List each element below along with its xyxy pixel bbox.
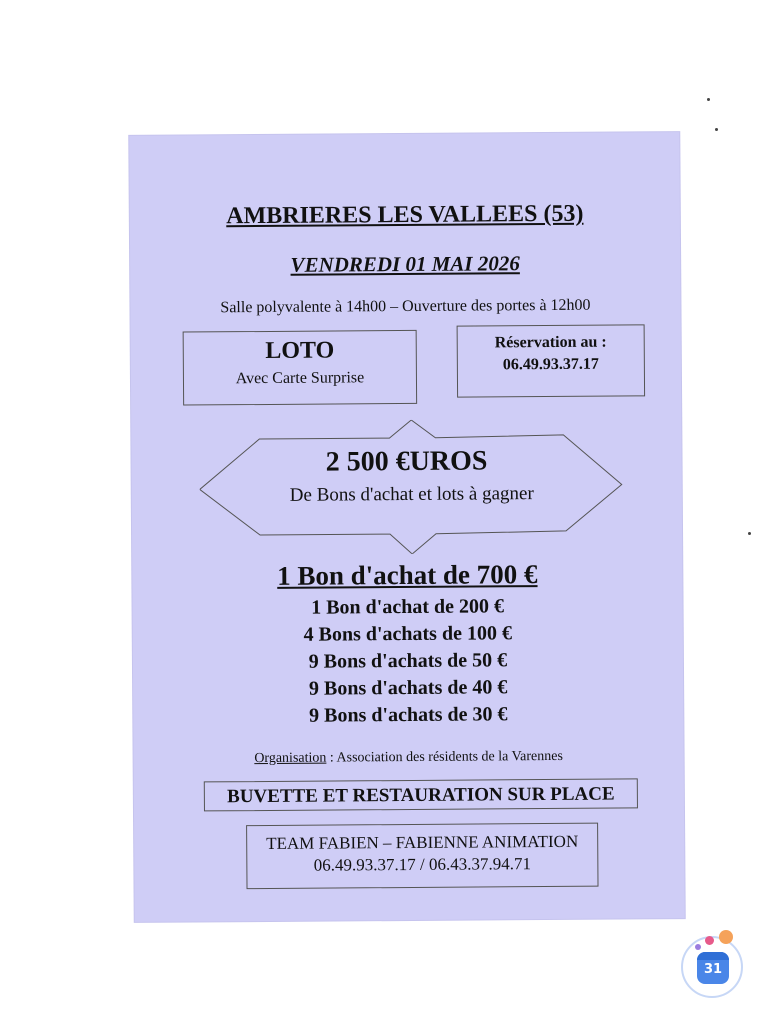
loto-subtitle: Avec Carte Surprise bbox=[235, 369, 365, 388]
reservation-box bbox=[457, 324, 645, 397]
prize-list bbox=[132, 592, 683, 731]
team-phones: 06.49.93.37.17 / 06.43.37.94.71 bbox=[313, 854, 532, 875]
badge-decor-dot bbox=[705, 936, 714, 945]
prize-pool-description: De Bons d'achat et lots à gagner bbox=[289, 483, 534, 506]
calendar-icon bbox=[697, 952, 729, 984]
organisation-label: Organisation bbox=[254, 750, 327, 767]
organisation bbox=[134, 748, 684, 768]
prize-item: 4 Bons d'achats de 100 € bbox=[303, 622, 513, 646]
reservation-label: Réservation au : bbox=[494, 333, 607, 352]
team-name: TEAM FABIEN – FABIENNE ANIMATION bbox=[266, 831, 579, 853]
scan-speck bbox=[715, 128, 718, 131]
buvette-text: BUVETTE ET RESTAURATION SUR PLACE bbox=[227, 783, 615, 808]
main-prize: 1 Bon d'achat de 700 € bbox=[277, 559, 538, 591]
prize-item: 9 Bons d'achats de 50 € bbox=[308, 649, 508, 673]
buvette-box bbox=[204, 778, 638, 811]
prize-item: 1 Bon d'achat de 200 € bbox=[311, 595, 505, 619]
calendar-icon-header bbox=[697, 952, 729, 960]
team-box bbox=[246, 823, 598, 889]
loto-box bbox=[183, 330, 418, 406]
prize-item: 9 Bons d'achats de 30 € bbox=[309, 703, 508, 727]
flyer-title: AMBRIERES LES VALLEES (53) bbox=[226, 200, 584, 230]
scan-speck bbox=[707, 98, 710, 101]
calendar-day: 31 bbox=[703, 962, 723, 977]
calendar-badge[interactable] bbox=[681, 936, 743, 998]
flyer-sheet bbox=[129, 132, 684, 922]
badge-decor-dot bbox=[695, 944, 701, 950]
prize-item: 9 Bons d'achats de 40 € bbox=[308, 676, 508, 700]
reservation-phone: 06.49.93.37.17 bbox=[502, 355, 599, 374]
organisation-text: : Association des résidents de la Varennes bbox=[326, 748, 563, 766]
loto-title: LOTO bbox=[265, 337, 335, 364]
event-date: VENDREDI 01 MAI 2026 bbox=[290, 251, 520, 277]
prize-pool-amount: 2 500 €UROS bbox=[325, 445, 488, 478]
scan-speck bbox=[748, 532, 751, 535]
badge-decor-dot bbox=[719, 930, 733, 944]
venue-info: Salle polyvalente à 14h00 – Ouverture des portes à 12h00 bbox=[220, 296, 591, 317]
